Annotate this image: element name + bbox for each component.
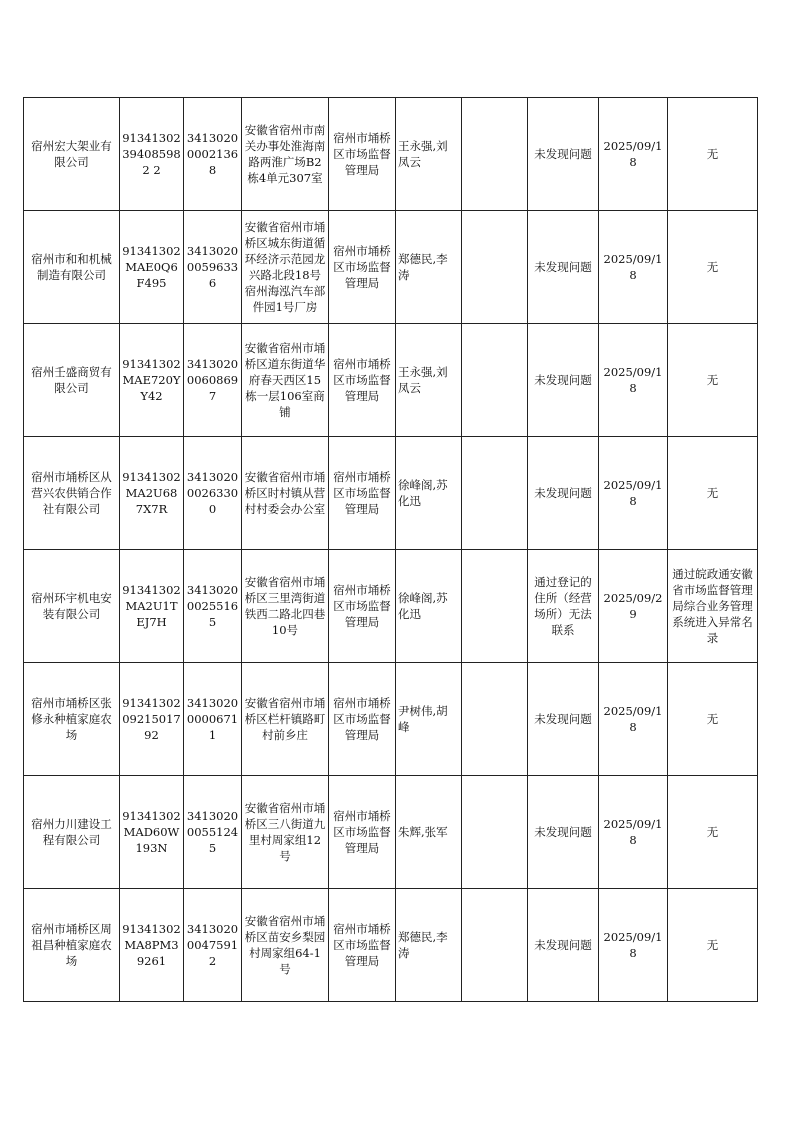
credit-code-cell: 91341302MA8PM39261	[120, 889, 184, 1002]
address-cell: 安徽省宿州市埇桥区时村镇从营村村委会办公室	[242, 437, 329, 550]
date-cell: 2025/09/18	[599, 437, 668, 550]
credit-code-cell: 91341302MAD60W193N	[120, 776, 184, 889]
credit-code-cell: 91341302MAE0Q6F495	[120, 211, 184, 324]
inspectors-cell: 朱辉,张军	[396, 776, 462, 889]
address-cell: 安徽省宿州市埇桥区道东街道华府春天西区15栋一层106室商铺	[242, 324, 329, 437]
handling-cell: 无	[668, 776, 758, 889]
date-cell: 2025/09/18	[599, 324, 668, 437]
inspectors-cell: 尹树伟,胡峰	[396, 663, 462, 776]
result-cell: 未发现问题	[528, 776, 599, 889]
credit-code-cell: 91341302MA2U687X7R	[120, 437, 184, 550]
credit-code-cell: 91341302MAE720YY42	[120, 324, 184, 437]
blank-cell	[462, 663, 528, 776]
date-cell: 2025/09/18	[599, 776, 668, 889]
inspectors-cell: 王永强,刘凤云	[396, 98, 462, 211]
address-cell: 安徽省宿州市埇桥区三里湾街道铁西二路北四巷10号	[242, 550, 329, 663]
blank-cell	[462, 211, 528, 324]
registration-number-cell: 341302000255165	[184, 550, 242, 663]
inspectors-cell: 王永强,刘凤云	[396, 324, 462, 437]
table-row	[24, 776, 758, 889]
credit-code-cell: 91341302394085982 2	[120, 98, 184, 211]
inspectors-cell: 徐峰阁,苏化迅	[396, 550, 462, 663]
date-cell: 2025/09/18	[599, 211, 668, 324]
result-cell: 通过登记的住所（经营场所）无法联系	[528, 550, 599, 663]
handling-cell: 通过皖政通安徽省市场监督管理局综合业务管理系统进入异常名录	[668, 550, 758, 663]
authority-cell: 宿州市埇桥区市场监督管理局	[329, 889, 396, 1002]
authority-cell: 宿州市埇桥区市场监督管理局	[329, 211, 396, 324]
inspection-results-table	[23, 97, 758, 1002]
authority-cell: 宿州市埇桥区市场监督管理局	[329, 550, 396, 663]
result-cell: 未发现问题	[528, 98, 599, 211]
blank-cell	[462, 776, 528, 889]
table-row	[24, 550, 758, 663]
result-cell: 未发现问题	[528, 437, 599, 550]
authority-cell: 宿州市埇桥区市场监督管理局	[329, 437, 396, 550]
address-cell: 安徽省宿州市南关办事处淮海南路两淮广场B2栋4单元307室	[242, 98, 329, 211]
handling-cell: 无	[668, 663, 758, 776]
company-name-cell: 宿州宏大架业有限公司	[24, 98, 120, 211]
date-cell: 2025/09/18	[599, 889, 668, 1002]
registration-number-cell: 341302000006711	[184, 663, 242, 776]
registration-number-cell: 341302000608697	[184, 324, 242, 437]
table-row	[24, 437, 758, 550]
date-cell: 2025/09/29	[599, 550, 668, 663]
handling-cell: 无	[668, 98, 758, 211]
company-name-cell: 宿州市埇桥区从营兴农供销合作社有限公司	[24, 437, 120, 550]
result-cell: 未发现问题	[528, 324, 599, 437]
company-name-cell: 宿州市埇桥区张修永种植家庭农场	[24, 663, 120, 776]
address-cell: 安徽省宿州市埇桥区栏杆镇路町村前乡庄	[242, 663, 329, 776]
company-name-cell: 宿州市埇桥区周祖昌种植家庭农场	[24, 889, 120, 1002]
address-cell: 安徽省宿州市埇桥区三八街道九里村周家组12号	[242, 776, 329, 889]
blank-cell	[462, 324, 528, 437]
inspectors-cell: 郑德民,李涛	[396, 211, 462, 324]
handling-cell: 无	[668, 211, 758, 324]
handling-cell: 无	[668, 889, 758, 1002]
blank-cell	[462, 889, 528, 1002]
table-body	[24, 98, 758, 1002]
registration-number-cell: 341302000596336	[184, 211, 242, 324]
blank-cell	[462, 437, 528, 550]
address-cell: 安徽省宿州市埇桥区城东街道循环经济示范园龙兴路北段18号宿州海泓汽车部件园1号厂房	[242, 211, 329, 324]
result-cell: 未发现问题	[528, 889, 599, 1002]
company-name-cell: 宿州力川建设工程有限公司	[24, 776, 120, 889]
table-row	[24, 324, 758, 437]
registration-number-cell: 341302000263300	[184, 437, 242, 550]
company-name-cell: 宿州环宇机电安装有限公司	[24, 550, 120, 663]
credit-code-cell: 91341302MA2U1TEJ7H	[120, 550, 184, 663]
blank-cell	[462, 550, 528, 663]
date-cell: 2025/09/18	[599, 98, 668, 211]
registration-number-cell: 341302000021368	[184, 98, 242, 211]
handling-cell: 无	[668, 437, 758, 550]
company-name-cell: 宿州壬盛商贸有限公司	[24, 324, 120, 437]
registration-number-cell: 341302000551245	[184, 776, 242, 889]
handling-cell: 无	[668, 324, 758, 437]
result-cell: 未发现问题	[528, 663, 599, 776]
table-row	[24, 211, 758, 324]
inspectors-cell: 郑德民,李涛	[396, 889, 462, 1002]
table-row	[24, 98, 758, 211]
result-cell: 未发现问题	[528, 211, 599, 324]
address-cell: 安徽省宿州市埇桥区苗安乡梨园村周家组64-1号	[242, 889, 329, 1002]
company-name-cell: 宿州市和和机械制造有限公司	[24, 211, 120, 324]
authority-cell: 宿州市埇桥区市场监督管理局	[329, 776, 396, 889]
inspectors-cell: 徐峰阁,苏化迅	[396, 437, 462, 550]
blank-cell	[462, 98, 528, 211]
authority-cell: 宿州市埇桥区市场监督管理局	[329, 324, 396, 437]
authority-cell: 宿州市埇桥区市场监督管理局	[329, 98, 396, 211]
table-row	[24, 663, 758, 776]
credit-code-cell: 913413020921501792	[120, 663, 184, 776]
registration-number-cell: 341302000475912	[184, 889, 242, 1002]
authority-cell: 宿州市埇桥区市场监督管理局	[329, 663, 396, 776]
date-cell: 2025/09/18	[599, 663, 668, 776]
table-row	[24, 889, 758, 1002]
